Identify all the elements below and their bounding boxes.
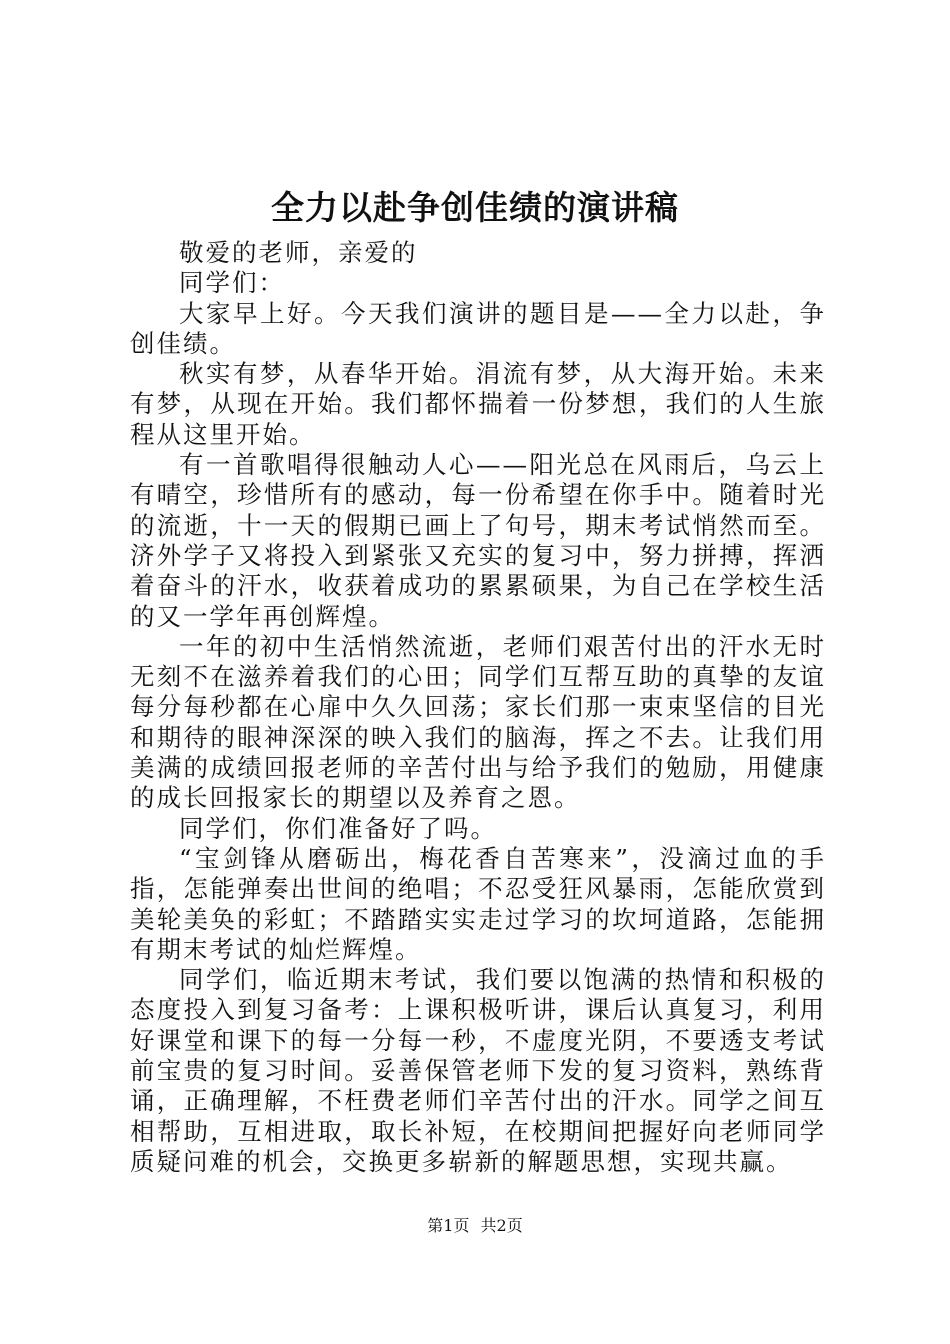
salutation-line-1: 敬爱的老师，亲爱的 [179,238,418,267]
paragraph: 一年的初中生活悄然流逝，老师们艰苦付出的汗水无时无刻不在滋养着我们的心田；同学们互帮互助的真挚的友谊每分每秒都在心扉中久久回荡；家长们那一束束坚信的目光和期待的眼神深深的映入我们的脑海，挥之不去。让我们用美满的成绩回报老师的辛苦付出与给予我们的勉励，用健康的成长回报家长的期望以及养育之恩。 [130,631,826,813]
paragraph: 同学们，你们准备好了吗。 [179,813,497,843]
page-total: 共2页 [480,1216,523,1235]
paragraph: 秋实有梦，从春华开始。涓流有梦，从大海开始。未来有梦，从现在开始。我们都怀揣着一份梦想，我们的人生旅程从这里开始。 [130,359,826,449]
paragraph: 同学们，临近期末考试，我们要以饱满的热情和积极的态度投入到复习备考：上课积极听讲，课后认真复习，利用好课堂和课下的每一分每一秒，不虚度光阴，不要透支考试前宝贵的复习时间。妥善保管老师下发的复习资料，熟练背诵，正确理解，不枉费老师们辛苦付出的汗水。同学之间互相帮助，互相进取，取长补短，在校期间把握好向老师同学质疑问难的机会，交换更多崭新的解题思想，实现共赢。 [130,965,826,1176]
document-body [130,238,826,1177]
page-footer [0,1216,950,1236]
paragraph: 大家早上好。今天我们演讲的题目是——全力以赴，争创佳绩。 [130,298,826,358]
salutation-line-2: 同学们： [179,268,285,298]
page-number: 第1页 [427,1216,470,1235]
page-title: 全力以赴争创佳绩的演讲稿 [271,188,679,227]
paragraph: 有一首歌唱得很触动人心——阳光总在风雨后，乌云上有晴空，珍惜所有的感动，每一份希望在你手中。随着时光的流逝，十一天的假期已画上了句号，期末考试悄然而至。济外学子又将投入到紧张又充实的复习中，努力拼搏，挥洒着奋斗的汗水，收获着成功的累累硕果，为自己在学校生活的又一学年再创辉煌。 [130,450,826,631]
paragraph: “宝剑锋从磨砺出，梅花香自苦寒来”，没滴过血的手指，怎能弹奏出世间的绝唱；不忍受狂风暴雨，怎能欣赏到美轮美奂的彩虹；不踏踏实实走过学习的坎坷道路，怎能拥有期末考试的灿烂辉煌。 [130,843,826,964]
